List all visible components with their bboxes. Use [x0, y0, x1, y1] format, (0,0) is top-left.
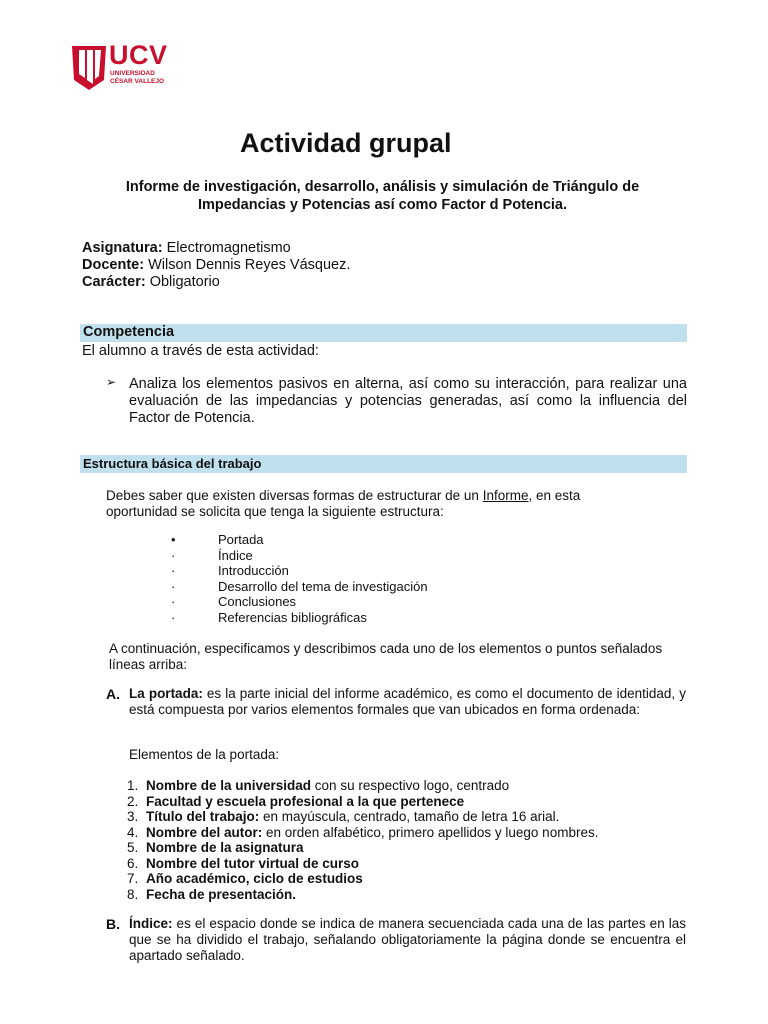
- section-heading-competencia: Competencia: [80, 324, 687, 342]
- section-heading-estructura: Estructura básica del trabajo: [80, 455, 687, 473]
- logo-acronym: UCV: [109, 40, 168, 70]
- competencia-intro: El alumno a través de esta actividad:: [82, 343, 319, 359]
- course-metadata: [82, 240, 350, 291]
- continuation-text: A continuación, especificamos y describimos cada uno de los elementos o puntos señalados líneas arriba:: [109, 641, 663, 672]
- meta-caracter: Carácter: Obligatorio: [82, 274, 220, 290]
- logo-university-name: UNIVERSIDAD CÉSAR VALLEJO: [110, 70, 165, 85]
- section-a-text: La portada: es la parte inicial del informe académico, es como el documento de identidad, y está compuesta por varios elementos formales que van ubicados en forma ordenada:: [129, 686, 686, 717]
- portada-elements-list: 1. Nombre de la universidad con su respectivo logo, centrado 2. Facultad y escuela profesional a la que pertenece 3. Título del trabajo: en mayúscula, centrado, tamaño de letra 16 arial. 4. Nombre del autor: en orden alfabético, primero apellidos y luego nombres. 5. Nombre de la asignatura 6. Nombre del tutor virtual de curso 7. Año académico, ciclo de estudios 8. Fecha de presentación.: [127, 778, 599, 902]
- arrow-bullet-icon: ➢: [106, 375, 117, 389]
- portada-elements-heading: Elementos de la portada:: [129, 747, 280, 762]
- page-title: Actividad grupal: [240, 128, 452, 158]
- subtitle: Informe de investigación, desarrollo, análisis y simulación de Triángulo de Impedancias y Potencias así como Factor d Potencia.: [125, 179, 640, 213]
- structure-list: • Portada · Índice · Introducción · Desarrollo del tema de investigación · Conclusiones · Referencias bibliográficas: [171, 532, 428, 625]
- estructura-intro: Debes saber que existen diversas formas de estructurar de un Informe, en esta oportunidad se solicita que tenga la siguiente estructura:: [106, 488, 581, 519]
- meta-asignatura: Asignatura: Electromagnetismo: [82, 240, 291, 256]
- section-b-letter: B.: [106, 916, 120, 932]
- informe-link[interactable]: Informe: [482, 488, 529, 503]
- section-b-text: Índice: es el espacio donde se indica de manera secuenciada cada una de las partes en las que se ha dividido el trabajo, señalando obligatoriamente la página donde se encuentra el apartado señalado.: [129, 916, 686, 963]
- section-a-letter: A.: [106, 686, 120, 702]
- competencia-bullet-text: Analiza los elementos pasivos en alterna, así como su interacción, para realizar una evaluación de las impedancias y potencias generadas, así como la influencia del Factor de Potencia.: [129, 376, 687, 426]
- meta-docente: Docente: Wilson Dennis Reyes Vásquez.: [82, 257, 351, 273]
